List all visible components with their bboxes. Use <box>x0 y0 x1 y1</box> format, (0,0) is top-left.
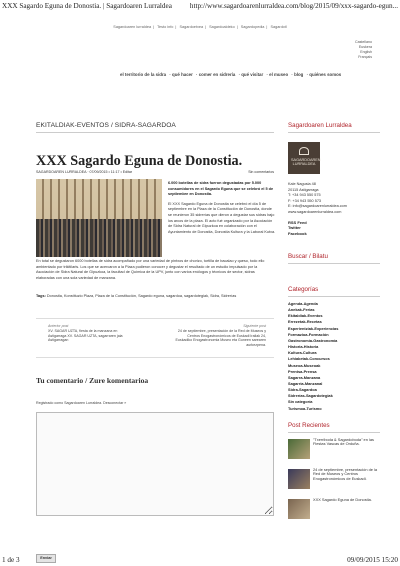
main-content <box>36 122 276 560</box>
categories-title: Categorías <box>288 286 380 297</box>
tags-list[interactable]: Donostia, Konstituzio Plaza, Plaza de la Constitución, Sagardo eguna, sagardoa, sagardotegiak, Sidra, Sidrerías <box>46 294 237 298</box>
topnav-item[interactable]: Sagardoaldeko <box>209 25 235 29</box>
social-links <box>288 220 380 237</box>
topnav-item[interactable]: Sagardotl <box>270 25 287 29</box>
topnav-item[interactable]: Sagardopedia <box>240 25 265 29</box>
category-item[interactable]: Kultura-Cultura <box>288 350 317 356</box>
category-item[interactable]: Anekak-Ferias <box>288 307 315 313</box>
nav-visitar[interactable]: · qué visitar <box>238 72 264 77</box>
comment-heading: Tu comentario / Zure komentarioa <box>36 376 149 385</box>
recent-post-thumbnail[interactable] <box>288 469 310 489</box>
logo-text: SAGARDOAREN <box>291 158 321 162</box>
main-navigation <box>120 72 343 77</box>
previous-post-label: Anterior post <box>48 324 69 328</box>
recent-post-link[interactable]: "Txerriboda & Sagardoboda" en las Fiestas Vascas de Orduña. <box>313 436 374 447</box>
lang-castellano[interactable]: Castellano <box>355 40 372 44</box>
category-item[interactable]: Historia-Historia <box>288 344 319 350</box>
category-item[interactable]: Lehiaketak-Concursos <box>288 356 330 362</box>
category-item[interactable]: Museoa-Museoak <box>288 362 321 368</box>
page-number: 1 de 3 <box>2 556 20 564</box>
post-lead: 6.000 botellas de sidra fueron degustadas por 5.000 consumidores en el Sagardo Eguna que se celebró el 5 de septiembre en Donostia. <box>168 181 274 197</box>
top-navigation: Sagardoaren lurraldea | Testo info | Sagardoetxea | Sagardoaldeko | Sagardopedia | Sagardotl <box>113 25 287 29</box>
topnav-item[interactable]: Sagardoaren lurraldea <box>113 25 152 29</box>
site-logo[interactable] <box>288 142 320 174</box>
topnav-item[interactable]: Sagardoetxea <box>179 25 204 29</box>
address-line: Kale Nagusia 48 <box>288 182 316 186</box>
recent-post-link[interactable]: 24 de septiembre, presentación de la Red de Museos y Centros Enogastronómicos de Euskadi. <box>313 466 378 481</box>
lang-english[interactable]: English <box>360 50 372 54</box>
photo-buildings <box>36 179 162 219</box>
post-paragraph: El XXX Sagardo Eguna de Donostia se celebró el día 5 de septiembre en la Plaza de la Constitución de Donostia, donde se reunieron 35 sidrerías que dieron a degustar sus sidras bajo los arcos de la plaza. El acto fué organizado por la Asociación de Sidra Natural de Gipuzkoa en colaboración con el Ayuntamiento de Donostia, Donostia Kultura y la Laboral Kutxa. <box>168 201 276 234</box>
category-item[interactable]: Sin categoría <box>288 399 313 405</box>
category-item[interactable]: Turismoa-Turismo <box>288 405 322 411</box>
post-navigation <box>36 318 274 358</box>
submit-comment-button[interactable]: Enviar <box>36 554 56 563</box>
category-item[interactable]: Ekitaldiak-Eventos <box>288 313 323 319</box>
next-post[interactable] <box>174 324 266 348</box>
lang-francais[interactable]: Français <box>358 55 372 59</box>
nav-quienes[interactable]: · quiénes somos <box>306 72 342 77</box>
post-photo <box>36 179 162 257</box>
recent-post[interactable] <box>288 497 380 523</box>
comments-link[interactable]: Sin comentarios <box>248 170 274 174</box>
contact-address <box>288 182 380 216</box>
post-meta <box>36 169 274 175</box>
category-item[interactable]: Sidra-Sagardoa <box>288 387 317 393</box>
recent-post[interactable] <box>288 467 380 493</box>
nav-territorio[interactable]: el territorio de la sidra <box>120 72 167 77</box>
search-title: Buscar / Bilatu <box>288 253 380 264</box>
language-selector <box>355 40 372 60</box>
previous-post[interactable] <box>48 324 136 343</box>
recent-posts-title: Post Recientes <box>288 422 380 433</box>
facebook-link[interactable]: Facebook <box>288 231 307 237</box>
post-paragraph: En total se degustaron 6000 botellas de sidra acompañado por una variedad de pintxos de chorizo, tortilla de bacalao y queso, todo ello ambientado por trikitilaris. Los que se acercaron a la Plaza pudieron conocer y degustar el resultado de un estudio impulsado por la Asociación de Sidra Natural de Gipuzkoa, la facultad de Química de la UPV, junto con varios enólogos y técnicos de sector, sidras elaboradas con una sola variedad de manzana. <box>36 259 265 280</box>
category-item[interactable]: Esperientziak-Experiencias <box>288 325 339 331</box>
category-item[interactable]: Sagarria-Manzanal <box>288 380 323 386</box>
address-line: 20115 Astigarraga <box>288 187 319 192</box>
nav-museo[interactable]: · el museo <box>266 72 289 77</box>
recent-post-thumbnail[interactable] <box>288 499 310 519</box>
phone: T: +34 943 550 575 <box>288 193 321 198</box>
category-item[interactable]: Formazioa-Formación <box>288 331 329 337</box>
post-title[interactable]: XXX Sagardo Eguna de Donostia. <box>36 153 243 169</box>
lang-euskera[interactable]: Euskera <box>358 45 372 49</box>
category-item[interactable]: Agenda-Agenda <box>288 300 318 306</box>
category-list <box>288 301 380 412</box>
sidebar-title: Sagardoaren Lurraldea <box>288 122 380 133</box>
print-footer <box>0 554 400 566</box>
previous-post-link[interactable]: XV. SAGAR UZTA, fiesta de la manzana en Astigarraga XV. SAGAR UZTA, sagarraren jaia Astigarragan <box>48 328 123 343</box>
recent-posts <box>288 437 380 523</box>
print-title: XXX Sagardo Eguna de Donostia. | Sagardoaren Lurraldea <box>2 2 172 10</box>
sidebar <box>288 122 380 527</box>
category-item[interactable]: Errezetak-Recetas <box>288 319 322 325</box>
logged-in-notice[interactable]: Registrado como Sagardoaren Lurraldea. Desconectar » <box>36 401 127 405</box>
recent-post-thumbnail[interactable] <box>288 439 310 459</box>
website-link[interactable]: www.sagardoarenlurraldea.com <box>288 209 342 214</box>
photo-crowd <box>36 219 162 257</box>
post-body <box>168 181 276 239</box>
category-item[interactable]: Prentsa-Prensa <box>288 368 317 374</box>
recent-post-link[interactable]: XXX Sagardo Eguna de Donostia. <box>313 496 372 502</box>
comment-textarea[interactable] <box>36 412 274 516</box>
logo-text: LURRALDEA <box>292 162 316 167</box>
web-page <box>16 18 384 560</box>
post-meta-text: SAGARDOAREN LURRALDEA · 07/09/2015 • 11:17 • Editar <box>36 170 133 174</box>
post-tags <box>36 294 274 299</box>
category-item[interactable]: Sidrerías-Sagardotegiak <box>288 393 333 399</box>
print-datetime: 09/09/2015 15:20 <box>347 556 398 564</box>
email-link[interactable]: E: info@sagardoarenlurraldea.com <box>288 204 347 209</box>
post-body-full <box>36 259 274 281</box>
fax: F: +34 943 550 573 <box>288 198 322 203</box>
nav-comer[interactable]: · comer en sidrería <box>196 72 236 77</box>
category-item[interactable]: Gastronomía-Gastronomía <box>288 337 338 343</box>
topnav-item[interactable]: Testo info <box>157 25 174 29</box>
category-item[interactable]: Sagarra-Manzana <box>288 374 321 380</box>
twitter-link[interactable]: Twitter <box>288 225 301 231</box>
next-post-label: Siguiente post <box>243 324 266 328</box>
nav-blog[interactable]: · blog <box>291 72 304 77</box>
tags-label: Tags: <box>36 294 46 298</box>
print-url: http://www.sagardoarenlurraldea.com/blog/2015/09/xxx-sagardo-egun... <box>189 2 398 10</box>
recent-post[interactable] <box>288 437 380 463</box>
nav-que-hacer[interactable]: · qué hacer <box>169 72 193 77</box>
next-post-link[interactable]: 24 de septiembre, presentación de la Red de Museos y Centros Enogastronómicos de Euskadi Irailak 24, Euskadiko Enogastronomia Museo eta Guneen sarearen aurkezpena. <box>175 328 266 348</box>
rss-link[interactable]: RSS Feed <box>288 219 307 225</box>
apple-icon <box>299 147 309 155</box>
print-header <box>0 0 400 12</box>
breadcrumb[interactable]: EKITALDIAK-EVENTOS / SIDRA-SAGARDOA <box>36 122 274 133</box>
